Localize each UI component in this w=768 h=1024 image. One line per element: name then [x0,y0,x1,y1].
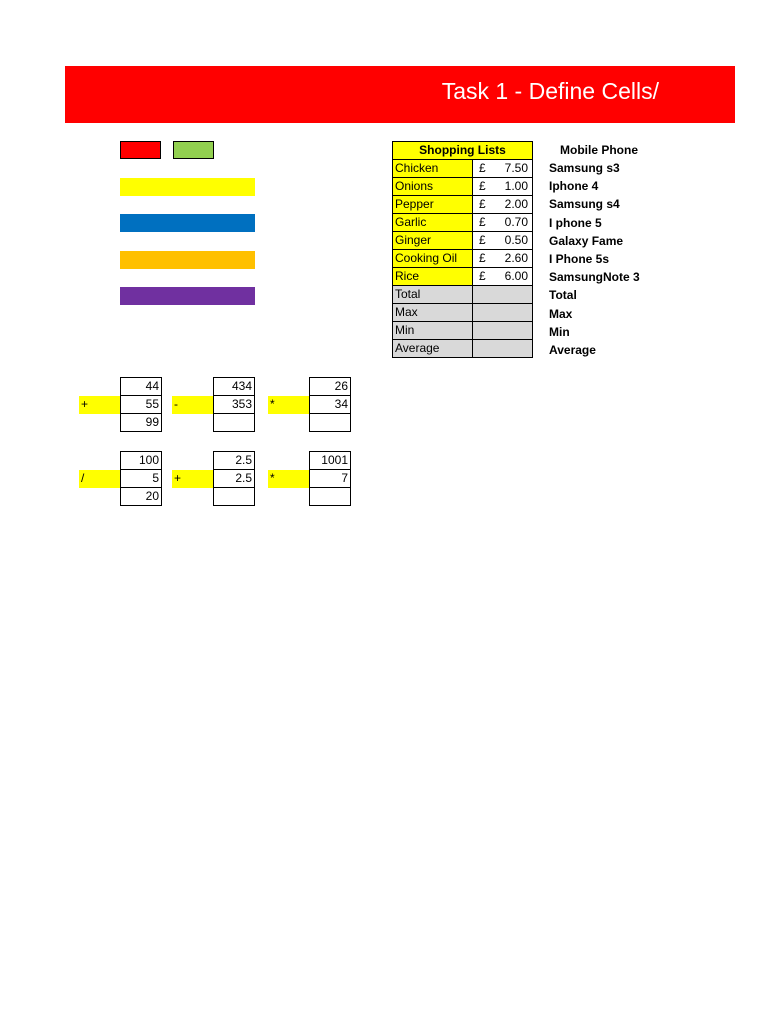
mobile-phone-list [549,159,640,359]
calc-block-multiply [268,377,351,432]
operand-b[interactable]: 2.5 [214,470,255,488]
price-value: 6.00 [504,269,528,283]
currency-symbol: £ [479,161,486,175]
operand-b[interactable]: 353 [214,396,255,414]
result[interactable]: 99 [121,414,162,432]
calc-block-add [79,377,162,432]
item-price[interactable] [473,268,533,286]
operand-b[interactable]: 34 [310,396,351,414]
calc-block-divide [79,451,162,506]
swatch-yellow [120,178,255,196]
list-item: Samsung s3 [549,161,620,175]
item-price[interactable] [473,232,533,250]
operand-a[interactable]: 434 [214,378,255,396]
table-row [393,196,533,214]
table-header-row [393,142,533,160]
page-title: Task 1 - Define Cells/ [441,78,659,104]
price-value: 1.00 [504,179,528,193]
result[interactable] [214,488,255,506]
table-row [393,160,533,178]
calc-block-multiply-2 [268,451,351,506]
summary-label[interactable]: Min [393,322,473,340]
operand-b[interactable]: 55 [121,396,162,414]
item-label[interactable]: Ginger [393,232,473,250]
table-row [393,178,533,196]
operand-a[interactable]: 44 [121,378,162,396]
list-item: Iphone 4 [549,179,599,194]
item-price[interactable] [473,214,533,232]
shopping-header[interactable]: Shopping Lists [393,142,533,160]
operator[interactable]: * [268,470,310,488]
item-label[interactable]: Chicken [393,160,473,178]
item-label[interactable]: Onions [393,178,473,196]
item-label[interactable]: Rice [393,268,473,286]
price-value: 2.00 [504,197,528,211]
mobile-phone-header: Mobile Phone [560,143,638,157]
currency-symbol: £ [479,215,486,229]
list-item: Total [549,288,577,303]
list-item: Max [549,306,573,321]
currency-symbol: £ [479,233,486,247]
table-row [393,232,533,250]
list-item: Average [549,342,596,357]
operand-b[interactable]: 7 [310,470,351,488]
item-label[interactable]: Garlic [393,214,473,232]
result[interactable] [214,414,255,432]
operand-b[interactable]: 5 [121,470,162,488]
price-value: 0.50 [504,233,528,247]
item-price[interactable] [473,250,533,268]
list-item: Galaxy Fame [549,233,624,248]
summary-label[interactable]: Average [393,340,473,358]
summary-value[interactable] [473,322,533,340]
price-value: 2.60 [504,251,528,265]
currency-symbol: £ [479,197,486,211]
price-value: 7.50 [504,161,528,175]
item-price[interactable] [473,196,533,214]
summary-label[interactable]: Max [393,304,473,322]
item-price[interactable] [473,160,533,178]
summary-label[interactable]: Total [393,286,473,304]
result[interactable] [310,414,351,432]
title-banner [65,66,735,123]
summary-row [393,322,533,340]
list-item: SamsungNote 3 [549,270,640,285]
summary-row [393,304,533,322]
operand-a[interactable]: 2.5 [214,452,255,470]
operator[interactable]: / [79,470,121,488]
price-value: 0.70 [504,215,528,229]
result[interactable]: 20 [121,488,162,506]
shopping-list-table [392,141,533,358]
currency-symbol: £ [479,251,486,265]
operator[interactable]: + [172,470,214,488]
list-item: Min [549,324,570,339]
operand-a[interactable]: 26 [310,378,351,396]
list-item: I Phone 5s [549,251,610,266]
currency-symbol: £ [479,269,486,283]
summary-row [393,340,533,358]
summary-value[interactable] [473,340,533,358]
table-row [393,214,533,232]
operand-a[interactable]: 1001 [310,452,351,470]
list-item: Samsung s4 [549,197,620,212]
operand-a[interactable]: 100 [121,452,162,470]
swatch-orange [120,251,255,269]
currency-symbol: £ [479,179,486,193]
list-item: I phone 5 [549,215,602,230]
item-label[interactable]: Pepper [393,196,473,214]
table-row [393,250,533,268]
summary-value[interactable] [473,286,533,304]
result[interactable] [310,488,351,506]
item-label[interactable]: Cooking Oil [393,250,473,268]
summary-value[interactable] [473,304,533,322]
calc-block-add-decimal [172,451,255,506]
operator[interactable]: - [172,396,214,414]
swatch-green [173,141,214,159]
swatch-blue [120,214,255,232]
swatch-purple [120,287,255,305]
operator[interactable]: * [268,396,310,414]
calc-block-subtract [172,377,255,432]
table-row [393,268,533,286]
swatch-red [120,141,161,159]
summary-row [393,286,533,304]
item-price[interactable] [473,178,533,196]
operator[interactable]: + [79,396,121,414]
